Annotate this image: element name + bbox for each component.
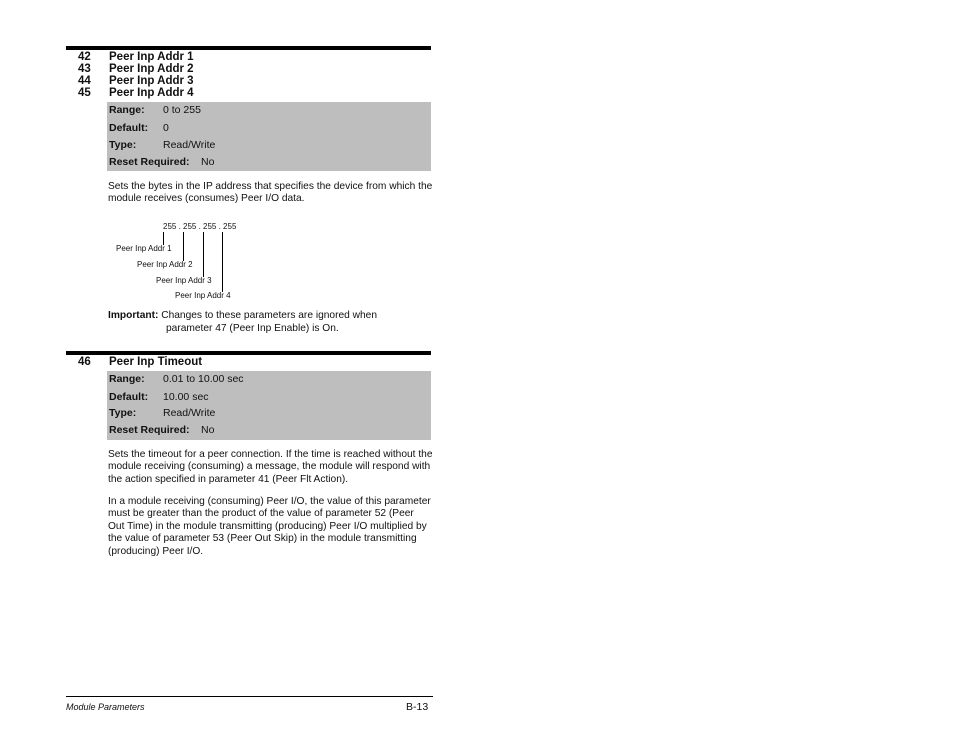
param-header-46 [78,356,202,369]
range-row [109,373,244,385]
range-row [109,104,201,116]
diagram-label-addr-3: Peer Inp Addr 3 [156,276,212,285]
type-value: Read/Write [163,407,216,419]
type-value: Read/Write [163,139,216,151]
default-label: Default: [109,122,149,134]
default-value: 10.00 sec [163,391,209,403]
param-spec-box-1 [107,102,431,171]
default-row [109,122,169,134]
param-name: Peer Inp Addr 3 [109,75,194,87]
footer-rule [66,696,433,697]
footer-section-title: Module Parameters [66,702,145,712]
type-row [109,139,215,151]
diagram-line-4 [222,232,223,292]
important-label: Important: [108,310,159,321]
type-row [109,407,215,419]
reset-label: Reset Required: [109,156,190,168]
param-name: Peer Inp Timeout [109,356,203,368]
param-header-45 [78,87,194,100]
important-line-2: parameter 47 (Peer Inp Enable) is On. [166,323,339,334]
description-2b: In a module receiving (consuming) Peer I/O, the value of this parameter must be greater than the product of the value of parameter 52 (Peer Out Time) in the module transmitting (producing) Peer I/O multiplied by the value of parameter 53 (Peer Out Skip) in the module transmitting (producing) Peer I/O. [108,496,431,557]
diagram-label-addr-4: Peer Inp Addr 4 [175,291,231,300]
param-name: Peer Inp Addr 4 [109,87,194,99]
param-number: 42 [78,51,91,63]
range-label: Range: [109,104,145,116]
param-name: Peer Inp Addr 1 [109,51,194,63]
description-2a: Sets the timeout for a peer connection. If the time is reached without the module receiving (consuming) a message, the module will respond with the action specified in parameter 41 (Peer Flt Action). [108,449,433,485]
important-line-1: Changes to these parameters are ignored when [161,310,377,321]
ip-address-diagram-text: 255 . 255 . 255 . 255 [163,222,237,231]
section-rule-2 [66,351,431,355]
param-number: 44 [78,75,91,87]
diagram-label-addr-2: Peer Inp Addr 2 [137,260,193,269]
range-value: 0.01 to 10.00 sec [163,373,244,385]
section-rule-1 [66,46,431,50]
type-label: Type: [109,407,137,419]
diagram-line-3 [203,232,204,277]
description-1: Sets the bytes in the IP address that specifies the device from which the module receives (consumes) Peer I/O data. [108,181,433,205]
default-row [109,391,209,403]
param-number: 46 [78,356,91,368]
reset-row [109,424,214,436]
range-value: 0 to 255 [163,104,201,116]
param-spec-box-2 [107,371,431,440]
reset-value: No [201,156,215,168]
param-name: Peer Inp Addr 2 [109,63,194,75]
reset-label: Reset Required: [109,424,190,436]
param-header-42 [78,51,194,64]
type-label: Type: [109,139,137,151]
param-header-43 [78,63,194,76]
default-label: Default: [109,391,149,403]
diagram-line-2 [183,232,184,261]
range-label: Range: [109,373,145,385]
param-number: 43 [78,63,91,75]
param-number: 45 [78,87,91,99]
important-note [108,310,433,322]
reset-row [109,156,214,168]
reset-value: No [201,424,215,436]
default-value: 0 [163,122,169,134]
page-number: B-13 [406,701,429,713]
diagram-label-addr-1: Peer Inp Addr 1 [116,244,172,253]
param-header-44 [78,75,194,88]
